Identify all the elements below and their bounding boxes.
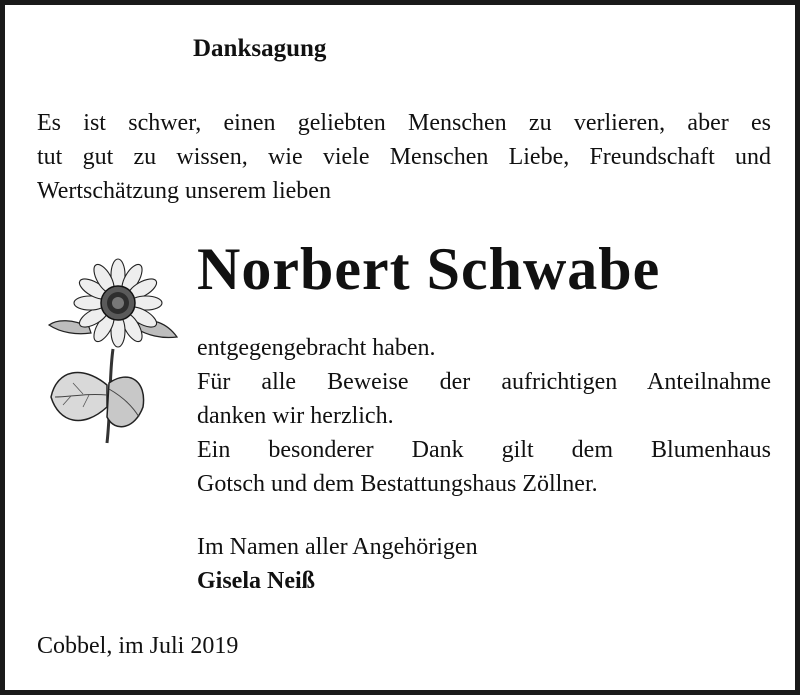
notice-heading: Danksagung [193,35,327,62]
place-date: Cobbel, im Juli 2019 [37,633,239,659]
closing-text: Im Namen aller Angehörigen [197,534,478,560]
body-line: entgegengebracht haben. [197,335,436,361]
body-line: Ein besonderer Dank gilt dem Blumenhaus [197,437,771,463]
body-text [197,331,771,501]
body-line: danken wir herzlich. [197,403,394,429]
signature-block [197,530,478,598]
intro-text [37,106,771,208]
signer-name: Gisela Neiß [197,568,315,594]
body-line: Gotsch und dem Bestattungshaus Zöllner. [197,471,598,497]
deceased-name: Norbert Schwabe [197,236,661,302]
sunflower-icon [43,257,193,447]
intro-line: Es ist schwer, einen geliebten Menschen zu verlieren, aber es [37,110,771,136]
intro-line: Wertschätzung unserem lieben [37,178,331,204]
intro-line: tut gut zu wissen, wie viele Menschen Liebe, Freundschaft und [37,144,771,170]
body-line: Für alle Beweise der aufrichtigen Anteilnahme [197,369,771,395]
